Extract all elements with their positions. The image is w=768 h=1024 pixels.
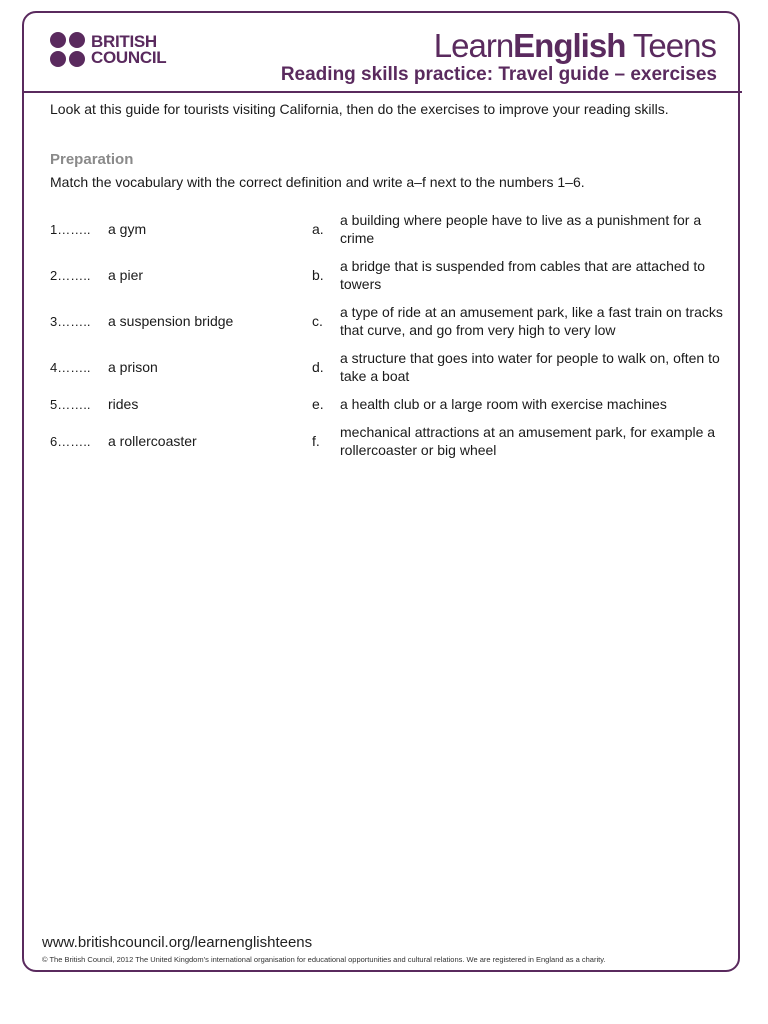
vocab-word-6: a rollercoaster bbox=[108, 433, 197, 449]
preparation-heading: Preparation bbox=[50, 151, 134, 168]
definition-b: a bridge that is suspended from cables that are attached to towers bbox=[340, 258, 706, 292]
vocab-row-4 bbox=[50, 348, 730, 386]
definition-letter-e: e. bbox=[312, 396, 324, 412]
preparation-instructions: Match the vocabulary with the correct definition and write a–f next to the numbers 1–6. bbox=[50, 174, 585, 190]
logo-text bbox=[91, 31, 167, 67]
vocab-row-6 bbox=[50, 422, 730, 460]
logo-line-1: BRITISH bbox=[91, 31, 157, 51]
page-subtitle: Reading skills practice: Travel guide – exercises bbox=[280, 64, 717, 85]
vocabulary-matching-table bbox=[50, 210, 730, 460]
row-gap bbox=[50, 414, 730, 422]
logo-dots-icon bbox=[50, 32, 85, 67]
definition-letter-d: d. bbox=[312, 359, 324, 375]
brand-teens: Teens bbox=[625, 27, 716, 64]
answer-blank-6[interactable]: 6…….. bbox=[50, 433, 91, 449]
row-gap bbox=[50, 248, 730, 256]
answer-blank-3[interactable]: 3…….. bbox=[50, 313, 91, 329]
definition-letter-a: a. bbox=[312, 221, 324, 237]
row-gap bbox=[50, 386, 730, 394]
definition-d: a structure that goes into water for people to walk on, often to take a boat bbox=[340, 350, 720, 384]
intro-text: Look at this guide for tourists visiting California, then do the exercises to improve your reading skills. bbox=[50, 101, 669, 117]
answer-blank-2[interactable]: 2…….. bbox=[50, 267, 91, 283]
vocab-word-4: a prison bbox=[108, 359, 158, 375]
vocab-word-2: a pier bbox=[108, 267, 144, 283]
row-gap bbox=[50, 340, 730, 348]
vocab-row-2 bbox=[50, 256, 730, 294]
definition-letter-c: c. bbox=[312, 313, 323, 329]
row-gap bbox=[50, 294, 730, 302]
definition-letter-f: f. bbox=[312, 433, 320, 449]
logo-line-2: COUNCIL bbox=[91, 47, 167, 67]
brand-learn: Learn bbox=[433, 27, 514, 64]
vocab-row-3 bbox=[50, 302, 730, 340]
definition-c: a type of ride at an amusement park, like a fast train on tracks that curve, and go from very high to very low bbox=[340, 304, 723, 338]
answer-blank-5[interactable]: 5…….. bbox=[50, 396, 91, 412]
vocab-row-1 bbox=[50, 210, 730, 248]
header-divider bbox=[22, 91, 742, 93]
answer-blank-4[interactable]: 4…….. bbox=[50, 359, 91, 375]
definition-f: mechanical attractions at an amusement park, for example a rollercoaster or big wheel bbox=[340, 424, 716, 458]
vocab-word-3: a suspension bridge bbox=[108, 313, 234, 329]
footer-legal-text: © The British Council, 2012 The United Kingdom’s international organisation for educational opportunities and cultural relations. We are registered in England as a charity. bbox=[42, 955, 606, 964]
definition-e: a health club or a large room with exercise machines bbox=[340, 396, 667, 412]
vocab-word-5: rides bbox=[108, 396, 139, 412]
brand-english: English bbox=[513, 27, 626, 64]
vocab-word-1: a gym bbox=[108, 221, 147, 237]
definition-a: a building where people have to live as a punishment for a crime bbox=[340, 212, 702, 246]
definition-letter-b: b. bbox=[312, 267, 324, 283]
learnenglish-teens-brand bbox=[434, 27, 716, 65]
footer-url-link[interactable]: www.britishcouncil.org/learnenglishteens bbox=[42, 934, 313, 951]
vocab-row-5 bbox=[50, 394, 730, 414]
answer-blank-1[interactable]: 1…….. bbox=[50, 221, 91, 237]
british-council-logo bbox=[50, 32, 166, 67]
